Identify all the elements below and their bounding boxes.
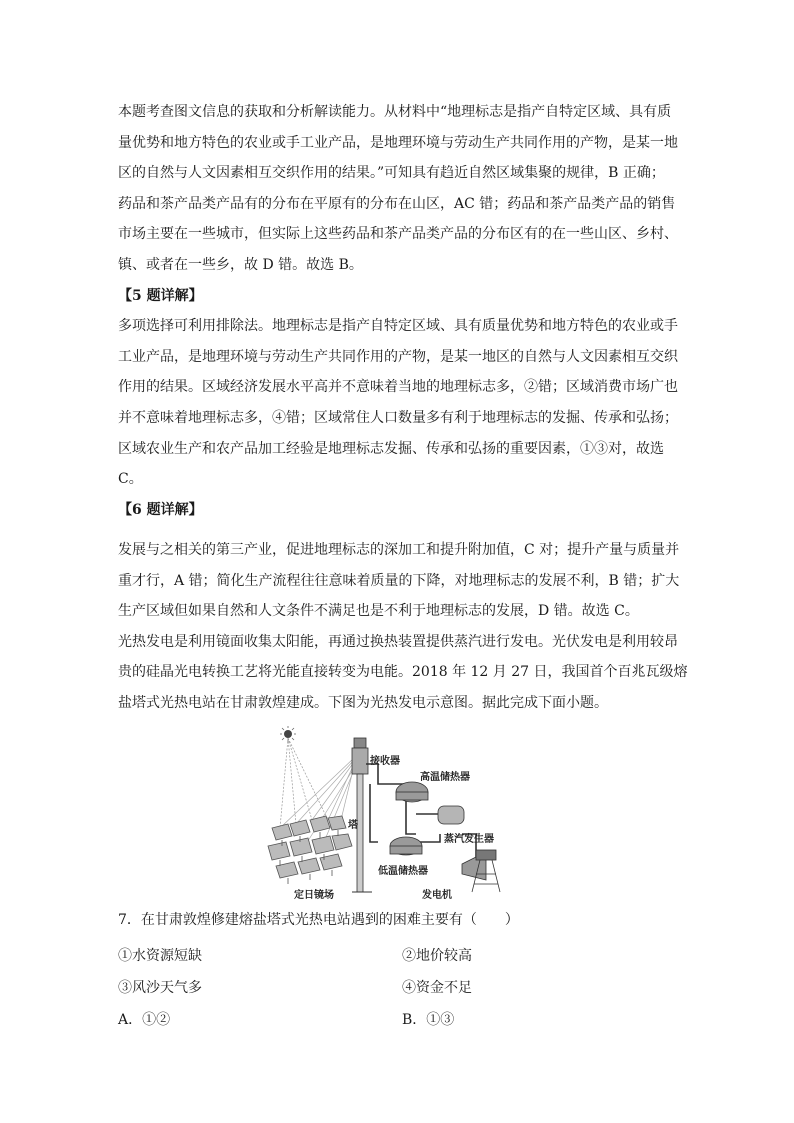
text-line: 本题考查图文信息的获取和分析解读能力。从材料中“地理标志是指产自特定区域、具有质 bbox=[118, 104, 672, 120]
label-steam: 蒸汽发生器 bbox=[444, 834, 494, 845]
explanation-text bbox=[118, 97, 678, 525]
label-high-temp: 高温储热器 bbox=[420, 772, 470, 783]
solar-thermal-diagram bbox=[266, 724, 528, 900]
steam-generator bbox=[438, 806, 464, 824]
tower bbox=[352, 738, 372, 892]
option-item-2: ②地价较高 bbox=[402, 948, 472, 964]
sun-rays bbox=[280, 738, 328, 828]
generator bbox=[462, 850, 500, 892]
question-stem: 7．在甘肃敦煌修建熔盐塔式光热电站遇到的困难主要有（ ） bbox=[118, 912, 519, 928]
diagram-svg bbox=[266, 724, 528, 900]
q6-heading: 【6 题详解】 bbox=[118, 501, 203, 518]
option-item-3: ③风沙天气多 bbox=[118, 980, 202, 996]
text-line: 作用的结果。区域经济发展水平高并不意味着当地的地理标志多，②错；区域消费市场广也 bbox=[118, 379, 678, 396]
text-line: 重才行，A 错；简化生产流程往往意味着质量的下降，对地理标志的发展不利，B 错；扩大 bbox=[118, 572, 680, 589]
label-tower: 塔 bbox=[348, 820, 358, 831]
text-line: 多项选择可利用排除法。地理标志是指产自特定区域、具有质量优势和地方特色的农业或手 bbox=[118, 318, 678, 335]
choice-b[interactable]: B．①③ bbox=[402, 1012, 455, 1028]
text-line: 发展与之相关的第三产业，促进地理标志的深加工和提升附加值，C 对；提升产量与质量并 bbox=[118, 542, 680, 558]
text-line: 工业产品，是地理环境与劳动生产共同作用的产物，是某一地区的自然与人文因素相互交织 bbox=[118, 348, 678, 365]
text-line: 区的自然与人文因素相互交织作用的结果。”可知具有趋近自然区域集聚的规律，B 正确； bbox=[118, 165, 665, 182]
low-temp-tank bbox=[390, 837, 422, 855]
intro-line: 盐塔式光热电站在甘肃敦煌建成。下图为光热发电示意图。据此完成下面小题。 bbox=[118, 694, 608, 711]
text-line: 生产区域但如果自然和人文条件不满足也是不利于地理标志的发展，D 错。故选 C。 bbox=[118, 603, 639, 620]
label-generator: 发电机 bbox=[422, 890, 452, 900]
high-temp-tank bbox=[396, 782, 428, 802]
intro-line: 贵的硅晶光电转换工艺将光能直接转变为电能。2018 年 12 月 27 日，我国首个百兆瓦级熔 bbox=[118, 664, 688, 681]
explanation-text-2 bbox=[118, 535, 688, 719]
text-line: 市场主要在一些城市，但实际上这些药品和茶产品类产品的分布区有的在一些山区、乡村、 bbox=[118, 226, 678, 243]
heliostat-field bbox=[268, 816, 352, 878]
label-low-temp: 低温储热器 bbox=[378, 866, 428, 877]
text-line: 区域农业生产和农产品加工经验是地理标志发掘、传承和弘扬的重要因素，①③对，故选 bbox=[118, 440, 664, 457]
option-item-1: ①水资源短缺 bbox=[118, 948, 202, 964]
option-item-4: ④资金不足 bbox=[402, 980, 472, 996]
text-line: 量优势和地方特色的农业或手工业产品，是地理环境与劳动生产共同作用的产物，是某一地 bbox=[118, 134, 678, 151]
text-line: 并不意味着地理标志多，④错；区域常住人口数量多有利于地理标志的发掘、传承和弘扬； bbox=[118, 409, 678, 426]
text-line: 药品和茶产品类产品有的分布在平原有的分布在山区，AC 错；药品和茶产品类产品的销售 bbox=[118, 195, 676, 212]
label-heliostat: 定日镜场 bbox=[294, 890, 334, 900]
label-receiver: 接收器 bbox=[370, 756, 400, 767]
choice-a[interactable]: A．①② bbox=[118, 1012, 171, 1028]
q5-heading: 【5 题详解】 bbox=[118, 287, 203, 304]
text-line: C。 bbox=[118, 471, 143, 488]
text-line: 镇、或者在一些乡，故 D 错。故选 B。 bbox=[118, 256, 363, 273]
intro-line: 光热发电是利用镜面收集太阳能，再通过换热装置提供蒸汽进行发电。光伏发电是利用较昂 bbox=[118, 633, 678, 650]
